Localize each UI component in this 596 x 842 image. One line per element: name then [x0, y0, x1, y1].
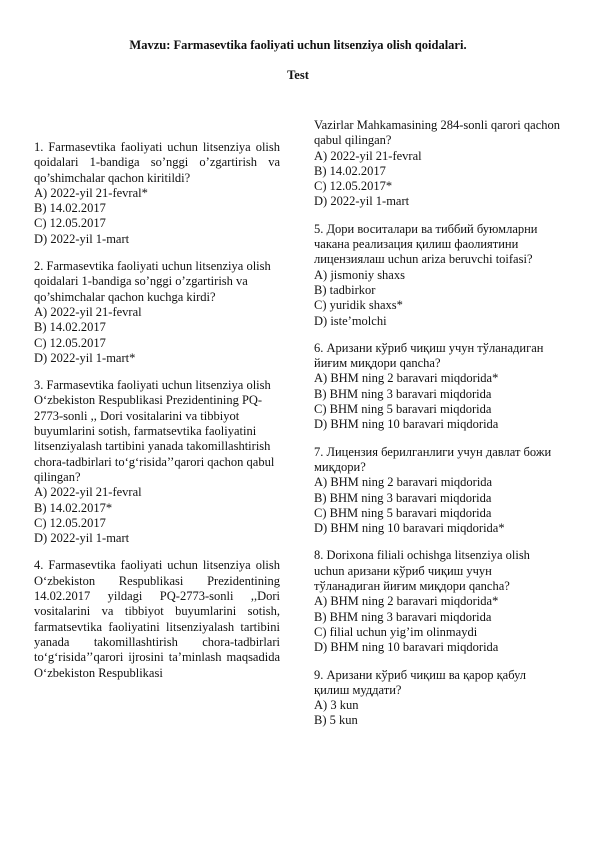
question-8 — [314, 548, 560, 655]
question-text: 9. Аризани кўриб чиқиш ва қарор қабул қилиш муддати? — [314, 667, 527, 697]
answer-option: D) 2022-yil 1-mart — [34, 231, 130, 246]
answer-option: D) BHM ning 10 baravari miqdorida — [314, 640, 499, 655]
answer-option: B) BHM ning 3 baravari miqdorida — [314, 386, 492, 401]
answer-option: A) 2022-yil 21-fevral* — [34, 185, 148, 200]
answer-option: B) 14.02.2017 — [34, 320, 106, 335]
question-5 — [314, 222, 560, 329]
answer-option: D) BHM ning 10 baravari miqdorida* — [314, 521, 505, 536]
question-text: 6. Аризани кўриб чиқиш учун тўланадиган йиғим миқдори qancha? — [314, 340, 544, 371]
answer-option: A) 2022-yil 21-fevral — [34, 304, 142, 319]
answer-option: C) 12.05.2017 — [34, 515, 106, 530]
left-column — [34, 140, 280, 693]
question-text: 2. Farmasevtika faoliyati uchun litsenziya olish qoidalari 1-bandiga so’nggi o’zgartirish va qo’shimchalar qachon kuchga kirdi? — [34, 259, 271, 304]
answer-option: C) 12.05.2017 — [34, 216, 106, 231]
page-title: Mavzu: Farmasevtika faoliyati uchun litsenziya olish qoidalari. — [129, 38, 467, 52]
question-2 — [34, 259, 280, 366]
question-text: 3. Farmasevtika faoliyati uchun litsenziya olish O‘zbekiston Respublikasi Prezidentining PQ-2773-sonli ,, Dori vositalarini va tibbiyot buyumlarini sotish, farmatsevtika faoliyatini litsenziyalash tartibini yanada takomillashtirish chora-tadbirlari to‘g‘risida’’qarori qachon qabul qilingan? — [34, 378, 275, 484]
question-7 — [314, 445, 560, 537]
question-text: 8. Dorixona filiali ochishga litsenziya olish uchun аризани кўриб чиқиш учун тўланадиган йиғим миқдори qancha? — [314, 548, 530, 594]
answer-option: A) BHM ning 2 baravari miqdorida — [314, 475, 493, 490]
question-4 — [34, 558, 280, 680]
question-text: 5. Дори воситалари ва тиббий буюмларни чакана реализация қилиш фаолиятини лицензиялаш uchun ariza beruvchi toifasi? — [314, 221, 538, 267]
question-1 — [34, 140, 280, 247]
question-6 — [314, 341, 560, 433]
answer-option: C) BHM ning 5 baravari miqdorida — [314, 402, 492, 417]
answer-option: B) 14.02.2017 — [34, 201, 106, 216]
answer-option: D) 2022-yil 1-mart — [314, 194, 410, 209]
question-3 — [34, 378, 280, 546]
question-9 — [314, 668, 560, 729]
answer-option: D) BHM ning 10 baravari miqdorida — [314, 417, 499, 432]
answer-option: B) 5 kun — [314, 713, 358, 728]
answer-option: C) filial uchun yig’im olinmaydi — [314, 624, 478, 639]
answer-option: B) tadbirkor — [314, 282, 376, 297]
answer-option: A) jismoniy shaxs — [314, 267, 405, 282]
answer-option: A) 3 kun — [314, 698, 359, 713]
page-subtitle: Test — [287, 68, 309, 82]
answer-option: A) BHM ning 2 baravari miqdorida* — [314, 594, 499, 609]
answer-option: D) 2022-yil 1-mart — [34, 531, 130, 546]
right-column — [314, 118, 560, 741]
answer-option: C) 12.05.2017* — [314, 179, 393, 194]
answer-option: B) BHM ning 3 baravari miqdorida — [314, 490, 492, 505]
answer-option: B) 14.02.2017* — [34, 500, 113, 515]
question-4-continued — [314, 118, 560, 210]
answer-option: D) iste’molchi — [314, 313, 387, 328]
answer-option: C) yuridik shaxs* — [314, 298, 403, 313]
answer-option: A) 2022-yil 21-fevral — [314, 148, 422, 163]
answer-option: A) 2022-yil 21-fevral — [34, 485, 142, 500]
question-text: 1. Farmasevtika faoliyati uchun litsenziya olish qoidalari 1-bandiga so’nggi o’zgartirish va qo’shimchalar qachon kiritildi? — [34, 140, 280, 185]
answer-option: B) BHM ning 3 baravari miqdorida — [314, 609, 492, 624]
answer-option: A) BHM ning 2 baravari miqdorida* — [314, 371, 499, 386]
question-text: Vazirlar Mahkamasining 284-sonli qarori qachon qabul qilingan? — [314, 118, 560, 148]
question-text: 4. Farmasevtika faoliyati uchun litsenziya olish O‘zbekiston Respublikasi Prezidentining 14.02.2017 yildagi PQ-2773-sonli ,,Dori vositalarini va tibbiyot buyumlarini sotish, farmatsevtika faoliyatini litsenziyalash tartibini yanada takomillashtirish chora-tadbirlari to‘g‘risida’’qarori ijrosini ta’minlash maqsadida O‘zbekiston Respublikasi — [34, 558, 280, 680]
answer-option: C) 12.05.2017 — [34, 335, 106, 350]
answer-option: C) BHM ning 5 baravari miqdorida — [314, 505, 492, 520]
answer-option: D) 2022-yil 1-mart* — [34, 350, 136, 365]
answer-option: B) 14.02.2017 — [314, 163, 386, 178]
question-text: 7. Лицензия берилганлиги учун давлат божи миқдори? — [314, 444, 552, 474]
